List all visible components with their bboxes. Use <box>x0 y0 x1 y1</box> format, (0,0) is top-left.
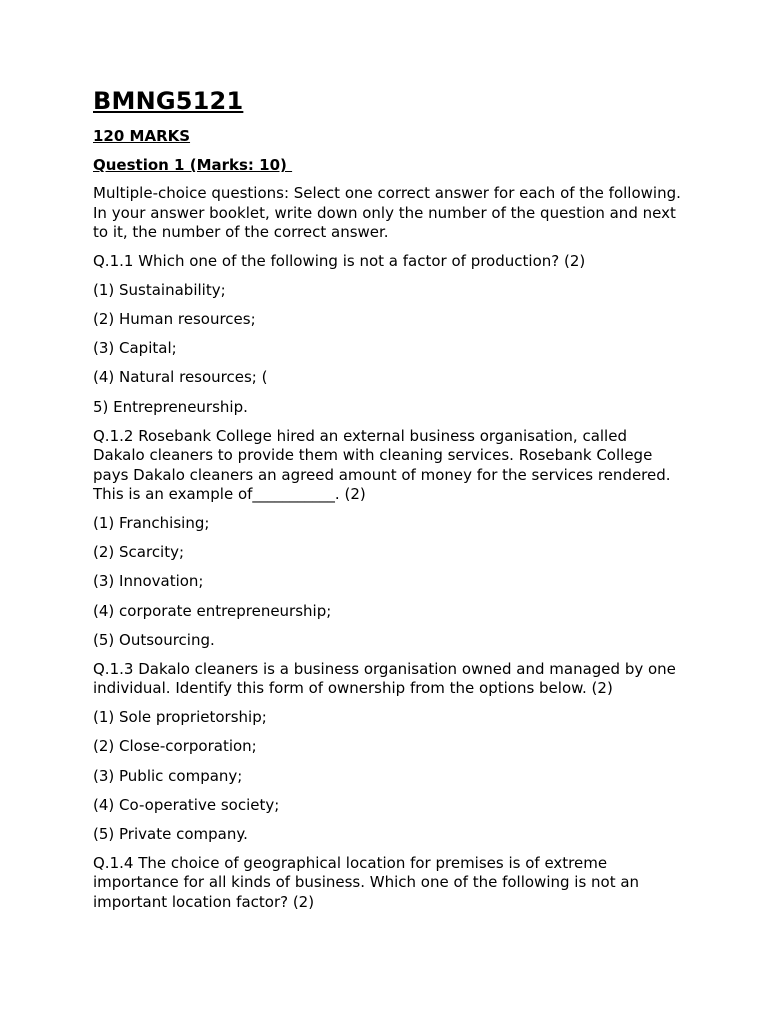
question-heading: Question 1 (Marks: 10) <box>93 156 293 174</box>
option-item: (2) Human resources; <box>93 310 256 329</box>
option-item: (1) Franchising; <box>93 514 210 533</box>
question-1-1: Q.1.1 Which one of the following is not a factor of production? (2) <box>93 252 586 271</box>
option-item: (4) Co-operative society; <box>93 795 280 814</box>
option-item: (3) Innovation; <box>93 572 204 591</box>
option-item: (2) Close-corporation; <box>93 737 257 756</box>
question-1-4: Q.1.4 The choice of geographical location for premises is of extreme importance for all kinds of business. Which one of the following is not an important location factor? (2) <box>93 853 640 911</box>
instructions: Multiple-choice questions: Select one correct answer for each of the following. In your answer booklet, write down only the number of the question and next to it, the number of the correct answer. <box>93 184 681 241</box>
document-title: BMNG5121 <box>93 87 244 115</box>
total-marks: 120 MARKS <box>93 127 191 145</box>
option-item: (4) Natural resources; ( <box>93 368 268 387</box>
option-item: (5) Outsourcing. <box>93 630 215 649</box>
option-item: (1) Sustainability; <box>93 281 226 300</box>
option-item: (4) corporate entrepreneurship; <box>93 601 332 620</box>
option-item: (5) Private company. <box>93 824 248 843</box>
option-item: (3) Public company; <box>93 766 243 785</box>
option-item: 5) Entrepreneurship. <box>93 397 248 416</box>
option-item: (1) Sole proprietorship; <box>93 708 267 727</box>
question-1-2: Q.1.2 Rosebank College hired an external business organisation, called Dakalo cleaners to provide them with cleaning services. Rosebank College pays Dakalo cleaners an agreed amount of money for the services rendered. This is an example of___________. (2) <box>93 426 671 504</box>
option-item: (2) Scarcity; <box>93 543 185 562</box>
option-item: (3) Capital; <box>93 339 177 358</box>
document-page <box>93 86 683 922</box>
question-1-3: Q.1.3 Dakalo cleaners is a business organisation owned and managed by one individual. Identify this form of ownership from the options below. (2) <box>93 659 676 698</box>
